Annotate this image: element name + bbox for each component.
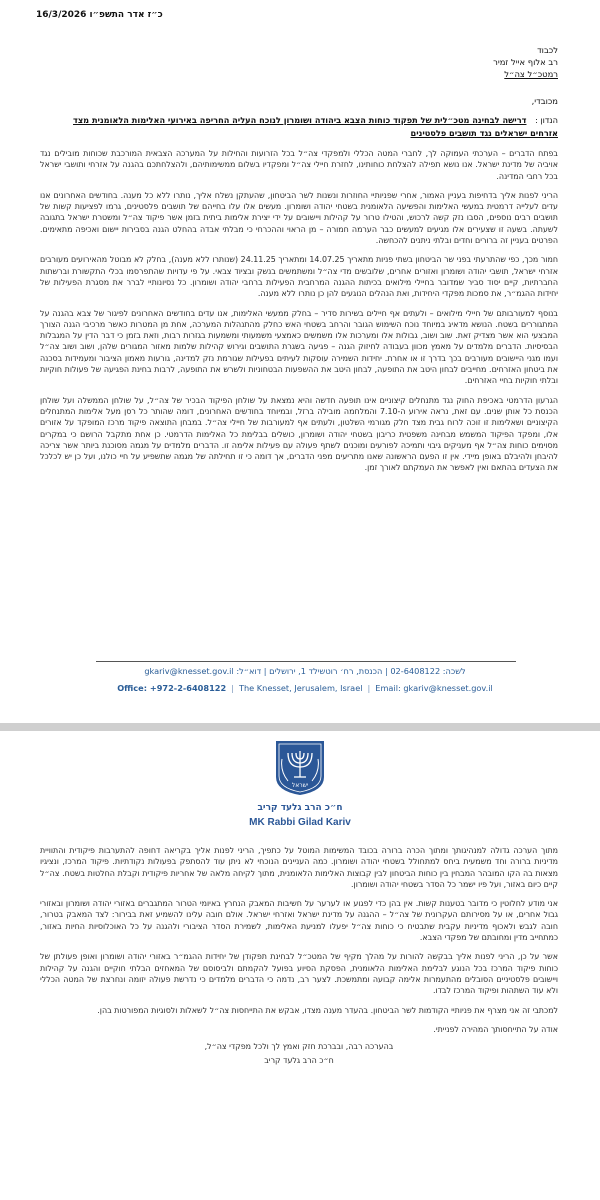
letter-body-continued <box>40 845 558 1067</box>
body-paragraph: למכתבי זה אני מצרף את פניותיי הקודמות לשר הביטחון. בהעדר מענה מצדו, אבקש את התייחסות צה״ל לשאלות ולסוגיות המפורטות בהן. <box>97 1005 558 1015</box>
footer-address: The Knesset, Jerusalem, Israel <box>238 683 363 693</box>
subject-text: דרישה לבחינה מטכ״לית של תפקוד כוחות הצבא ביהודה ושומרון לנוכח העליה החריפה באירועי האלימות הלאומנית מצד אזרחים ישראלים נגד תושבים פלסטינים <box>73 115 558 138</box>
addressee-line: לכבוד <box>537 45 558 55</box>
subject-label: הנדון : <box>535 115 558 125</box>
thanks-line: אודה על התייחסותך המהירה לפנייתי. <box>433 1024 558 1034</box>
footer-email-link[interactable]: Email: gkariv@knesset.gov.il <box>375 683 493 693</box>
mk-name-english: MK Rabbi Gilad Kariv <box>249 817 351 828</box>
body-paragraph: בנוסף למעורבותם של חיילי מילואים – ולעתים אף חיילים בשירות סדיר – בחלק ממעשי האלימות, אנו עדים בחודשים האחרונים לפיגור של צבא בהגנה על המתגוררים בשטח. הנושא מדאיג במיוחד נוכח השימוש הגובר והרחב בשטחי האש כחלק מהתנהלות המערכה, אחת מן המטרות כאשר מרכיבי הגנה הצורך המבצעי הוא אשר מצדיק זאת. שוב ושוב, גבולות אלו ומערכות אלו משמשים כאמצעי משמעותי ומשמעות בגזרות רבות, וזאת בזמן כי דבר הדין על המגבלות הבסיסיות. הדברים מלמדים על מאמץ מכוון בעבודה לחיזוק הגנה – פגיעה בשגרת התושבים וגירוש קהילות שלמות מאזור המגורים שלהן, ושוב ושוב צה״ל ועמו מגני היישובים מעורבים בכך בדרך זו או אחרת. יחידות השמירה עוסקות לעיתים בפעילות שגורמת נזק למדינה, גורעות מאמון הציבור ומעמידות בסכנה את ביטחון האזרחים. מחייבים לבחון היטב את התופעה, לבחון היטב את ההשפעות הבטחוניות ולשרש את התופעה, לרבות בחינת הפגיעה של פעולות חוקיות ובלתי חוקיות בחיי האזרחים. <box>40 308 558 386</box>
subject-line <box>48 114 558 139</box>
addressee-line: רב אלוף אייל זמיר <box>493 57 558 68</box>
body-paragraph: אני מודע לחלוטין כי מדובר בטענות קשות. אין בהן כדי לפגוע או לערער על חשיבות המאבק הנחרץ באיומי הטרור המתגברים באזורי יהודה ושומרון ובאזורי גבול אחרים, או על מסירותם העקרונית של צה״ל – ההגנה על מדינת ישראל ואזרחי ישראל. אולם חובה עלינו להשמיע זאת בבירור: לצד המאבק בטרור, חובה לגבש ולאכוף מדיניות עקבית שתבטיח כי כוחות צה״ל יפעלו למניעת האלימות, לשמירת הסדר הציבורי ולהגנה על כל האוכלוסיות החיות באזור, כמתחייב מדין ומחובתם של מפקדי הצבא. <box>40 899 558 943</box>
body-paragraph: מתוך הערכה גדולה למנהיגותך ומתוך הכרה ברורה בכובד המשימות המוטל על כתפיך, הריני לפנות אליך בקריאה דחופה להתערבות פיקודית והתוויית מדיניות ברורה וחד משמעית ביחס למתחולל בשטחי יהודה ושומרון. כמה העניינים הנוכחי לא ניתן עוד להסתפק בפעולות נקודתיות. פיקוד המרכז, ונציגיו מצאות בה הקו המובהר המבחין בין כוחות הביטחון לבין קבוצות האלימות הלאומנית, מתוך לקיחה מלאה של אחריות פיקודית וקבלת החלטות בשטח. צה״ל קיים כיום באזור, ועל פיו ישמר כל הסדר בשטחי יהודה ושומרון. <box>40 846 558 889</box>
greeting: מכובדי, <box>531 96 558 106</box>
closing-line: בהערכה רבה, ובברכת חזק ואמץ לך ולכל מפקדי צה״ל, <box>204 1042 394 1052</box>
letter-page-2 <box>0 731 600 1200</box>
footer-separator: | <box>367 683 371 693</box>
addressee-block <box>493 44 558 81</box>
footer-divider <box>96 661 516 662</box>
emblem-label: ישראל <box>291 782 309 789</box>
letter-date: כ״ז אדר התשפ״ו 16/3/2026 <box>36 10 163 20</box>
addressee-line: רמטכ״ל צה״ל <box>504 69 558 80</box>
body-paragraph: הריני לפנות אליך בדחיפות בעניין האמור, אחרי שפניותיי החוזרות ונשנות לשר הביטחון, שהעתקן נשלח אליך, נותרו ללא כל מענה. בחודשים האחרונים אנו עדים לעלייה דרמטית במעשי האלימות והפשיעה הלאומנית בשטחי יהודה ושומרון. מעשים אלו עלו בחייהם של תושבים פלסטינים, גרמו לפציעות קשות של תושבים רבים נוספים, הסבו נזק קשה לרכוש, והטילו טרור על קהילות ויישובים על ידי יצירת אלימות ביתית בזמן אשר פיקוד צה״ל ומשטרת ישראל בתגובה לשעתה. בשעה זו שצעירים אלו מגיעים למעשים כבר הערמה חמורה – מן הראוי וההכרחי כי מבלתי אבדה בהחלט הגנה בסבירות יישום ואכיפה מתאימים. הפרטים בעניין זה ברורים וחדים ובלתי ניתנים להכחשה. <box>40 190 558 246</box>
letter-body <box>40 148 558 482</box>
footer-contacts-english <box>90 683 520 693</box>
mk-name-hebrew: ח״כ הרב גלעד קריב <box>257 803 343 813</box>
body-paragraph: הגרעון הדרמטי באכיפת החוק נגד מתנחלים קיצוניים אינו תופעה חדשה והיא נמצאת על שולחן הפיקוד הבכיר של צה״ל, על שולחן הממשלה ועל שולחן הכנסת כל אותן שנים. עם זאת, נראה אירוע ה-7.10 והמלחמה מובילה ברזל, ובמיוחד בחודשים האחרונים, דומה שהותר כל רסן מעל אלימות המתנחלים הקיצוניים ושאלימות זו זוכה לרוח גבית מצד חלק מגורמי השלטון, ולעתים אף למעורבות של חיילי צה״ל. במבחן התוצאה פיקוד מרכז המופקד על אזורים אלו, ומפקד הפיקוד המשמש מבחינה משפטית כריבון בשטחי יהודה ושומרון, כושלים בבלימת כל האלימות הדרמטי. כן אחת מתקבל הרושם כי במקרים מסוימים כוחות צה״ל אף מעניקים גיבוי ותמיכה לפורעים ומוכנים לשתף פעולה עם פעילות אלימה זו. הדברים מלמדים על מגמה מסוכנת ביותר אשר צריכה להיבחן ולהיבלם באופן מיידי. אין זו הפעם הראשונה שאנו מתריעים מפני הדברים, אך דומה כי זו תחילתה של מגמה שתשפיע על חיי כולנו, ועל כן יש לכלכל את הצעדים בהתאם ואין לאפשר את העמקתם לאורך זמן. <box>40 395 558 473</box>
footer-separator: | <box>231 683 234 693</box>
footer-office: Office: +972-2-6408122 <box>117 683 227 693</box>
knesset-emblem-icon <box>270 737 330 797</box>
signature: ח״כ הרב גלעד קריב <box>264 1056 334 1066</box>
body-paragraph: אשר על כן, הריני לפנות אליך בבקשה להורות על מהלך מקיף של המטכ״ל לבחינת תפקודן של יחידות ההגמ״ר באזורי יהודה ושומרון ואופן פעולתן של כוחות פיקוד המרכז בכל הנוגע לבלימת האלימות הלאומנית, הפסקת הסיוע בפועל להקמתם ולביסוסם של המאחזים הבלתי חוקיים והגנה על קהילות ויישובים פלסטיניים הסובלים מהתעמרות אלימה קבועה ומתמשכת. לצער רב, נדמה כי הדברים מלמדים כי נדרשת פעולה יזומה ונחרצת של המטה הכללי ולא עוד השתהות ופיקוד המרכז לבדו. <box>40 952 558 996</box>
footer-contacts-hebrew: לשכה: 02-6408122 | הכנסת, רח׳ רוטשילד 1, ירושלים | דוא״ל: gkariv@knesset.gov.il <box>144 666 466 676</box>
body-paragraph: בפתח הדברים – הערכתי העמוקה לך, לחברי המטה הכללי ולמפקדי צה״ל בכל הזרועות והחילות על המערכה הצבאית המורכבת שכוחות מובילים נגד אויביה של מדינת ישראל. אנו נושא תפילה להצלחת כוחותינו, לחזרת חיילי צה״ל ומפקדיו בשלום ממשימותיהם, ולהצלחתכם בהגנה על אזרחי ותושבי ישראל בכל רחבי המדינה. <box>40 149 558 181</box>
body-paragraph: חמור מכך, כפי שהתרעתי בפני שר הביטחון בשתי פניות מתאריך 14.07.25 ומתאריך 24.11.25 (שנותרו ללא מענה), בחלק לא מבוטל מהאירועים מעורבים אזרחי ישראל, תושבי יהודה ושומרון ואזורים אחרים, שלובשים מדי צה״ל ומשתמשים בנשק ובציוד צבאי. על פי עדויות שהתפרסמו בכלי התקשורת וברשתות החברתיות, קיים יסוד סביר שמדובר בחיילי מילואים בכיתות ההגנה המרחבית הפעילות ברחבי יהודה ושומרון. כל נסיונותיי לברר את מסגרת הפעילות של יחידות ההגמ״ר, את סמכות מפקדי היחידות, ואת הנהלים הנוגעים להן כן נותרו ללא מענה. <box>40 255 558 299</box>
